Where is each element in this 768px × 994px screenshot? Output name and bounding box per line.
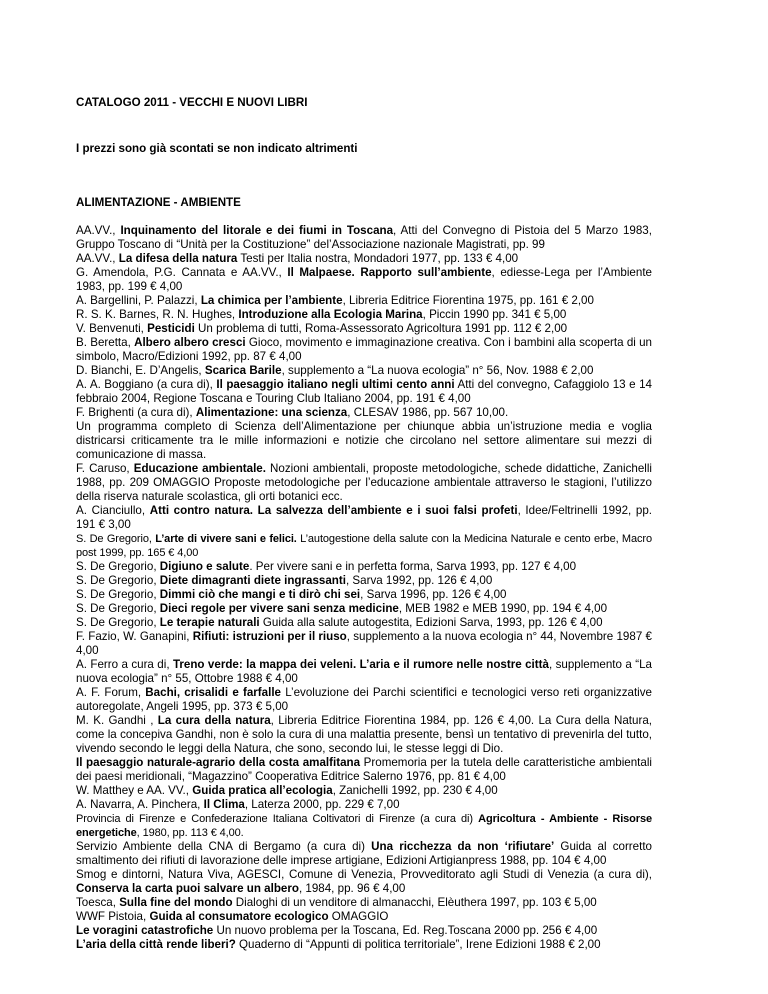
catalog-entry [76,336,652,364]
entry-text: Gioco, movimento e immaginazione creativa. Con i bambini alla scoperta di un simbolo, Macro/Edizioni 1992, pp. 87 € 4,00 [76,336,653,363]
entry-text: A. Ferro a cura di, [76,658,173,671]
entry-text: AA.VV., [76,224,121,237]
entry-text: S. De Gregorio, [76,533,156,545]
catalog-entry [76,322,652,336]
catalog-entry [76,868,652,896]
entry-title: Guida pratica all’ecologia [192,784,333,797]
catalog-entry [76,630,652,658]
entry-text: S. De Gregorio, [76,616,160,629]
entry-text: , Piccin 1990 pp. 341 € 5,00 [422,308,567,321]
catalog-entry [76,938,652,952]
catalog-entry [76,406,652,420]
entry-text: , supplemento a “La nuova ecologia” n° 55, Ottobre 1988 € 4,00 [76,658,652,685]
catalog-entry [76,602,652,616]
entry-title: Guida al consumatore ecologico [149,910,329,923]
catalog-entry [76,504,652,532]
catalog-entry [76,910,652,924]
entry-title: Una ricchezza da non ‘rifiutare’ [371,840,555,853]
entry-text: S. De Gregorio, [76,602,160,615]
entry-text: , CLESAV 1986, pp. 567 10,00. [347,406,509,419]
catalog-page [76,96,652,952]
catalog-entry [76,532,652,560]
catalog-entry [76,798,652,812]
catalog-entry [76,224,652,252]
catalog-entry [76,756,652,784]
catalog-entry [76,462,652,504]
entry-title: Agricoltura - Ambiente - Risorse energetiche [76,813,652,839]
entry-title: La chimica per l’ambiente [200,294,343,307]
catalog-entry [76,658,652,686]
entry-list [76,224,652,952]
entry-text: Nozioni ambientali, proposte metodologiche, schede didattiche, Zanichelli 1988, pp. 209 OMAGGIO Proposte metodologiche per l’educazione ambientale attraverso le stagioni, l’utilizzo della riserva naturale scolastica, gli orti botanici ecc. [76,462,652,503]
section-heading: ALIMENTAZIONE - AMBIENTE [76,196,241,209]
catalog-entry [76,560,652,574]
catalog-entry [76,714,652,756]
catalog-entry [76,378,652,406]
entry-text: Un problema di tutti, Roma-Assessorato Agricoltura 1991 pp. 112 € 2,00 [194,322,568,335]
entry-text: Smog e dintorni, Natura Viva, AGESCI, Comune di Venezia, Provveditorato agli Studi di Venezia (a cura di), [76,868,652,881]
entry-text: Un programma completo di Scienza dell’Alimentazione per chiunque abbia un’istruzione media e voglia districarsi criticamente tra le mille informazioni e notizie che circolano nel settore alimentare sui mezzi di comunicazione di massa. [76,420,652,461]
entry-title: Conserva la carta puoi salvare un albero [76,882,299,895]
entry-text: W. Matthey e AA. VV., [76,784,193,797]
entry-text: G. Amendola, P.G. Cannata e AA.VV., [76,266,288,279]
entry-text: , Libreria Editrice Fiorentina 1984, pp. 126 € 4,00. La Cura della Natura, come la concepiva Gandhi, non è solo la cura di una malattia presente, bensì un tentativo di prevenirla del tutto, vivendo secondo le leggi della Natura, che sono, secondo lui, le stesse leggi di Dio. [76,714,652,755]
entry-title: Il Clima [203,798,245,811]
entry-title: Treno verde: la mappa dei veleni. L’aria e il rumore nelle nostre città [172,658,549,671]
entry-title: Scarica Barile [204,364,282,377]
entry-text: Quaderno di “Appunti di politica territoriale”, Irene Edizioni 1988 € 2,00 [235,938,601,951]
entry-title: Le terapie naturali [159,616,260,629]
entry-title: Introduzione alla Ecologia Marina [238,308,423,321]
catalog-entry [76,308,652,322]
entry-text: , supplemento a “La nuova ecologia” n° 56, Nov. 1988 € 2,00 [281,364,594,377]
entry-text: F. Brighenti (a cura di), [76,406,196,419]
entry-text: A. A. Boggiano (a cura di), [76,378,217,391]
entry-text: , Sarva 1996, pp. 126 € 4,00 [360,588,507,601]
entry-title: Il paesaggio italiano negli ultimi cento anni [216,378,455,391]
entry-title: Albero albero cresci [134,336,246,349]
catalog-entry [76,252,652,266]
entry-text: , ediesse-Lega per l’Ambiente 1983, pp. 199 € 4,00 [76,266,652,293]
entry-text: V. Benvenuti, [76,322,148,335]
entry-title: Rifiuti: istruzioni per il riuso [192,630,347,643]
entry-text: . Per vivere sani e in perfetta forma, Sarva 1993, pp. 127 € 4,00 [249,560,577,573]
entry-text: , Atti del Convegno di Pistoia del 5 Marzo 1983, Gruppo Toscano di “Unità per la Costituzione” del’Associazione nazionale Magistrati, pp. 99 [76,224,652,251]
catalog-entry [76,588,652,602]
catalog-entry [76,420,652,462]
entry-text: D. Bianchi, E. D’Angelis, [76,364,205,377]
entry-title: Il Malpaese. Rapporto sull’ambiente [287,266,492,279]
entry-title: Sulla fine del mondo [119,896,233,909]
entry-text: L’autogestione della salute con la Medicina Naturale e cento erbe, Macro post 1999, pp. 165 € 4,00 [76,533,652,559]
entry-text: R. S. K. Barnes, R. N. Hughes, [76,308,239,321]
catalog-entry [76,574,652,588]
entry-text: F. Caruso, [76,462,134,475]
entry-text: , Idee/Feltrinelli 1992, pp. 191 € 3,00 [76,504,652,531]
entry-text: Guida al corretto smaltimento dei rifiuti di lavorazione delle imprese artigiane, Edizioni Artigianpress 1988, pp. 104 € 4,00 [76,840,653,867]
entry-text: Un nuovo problema per la Toscana, Ed. Reg.Toscana 2000 pp. 256 € 4,00 [213,924,598,937]
entry-text: , Zanichelli 1992, pp. 230 € 4,00 [332,784,498,797]
entry-title: L’aria della città rende liberi? [76,938,236,951]
entry-title: L’arte di vivere sani e felici. [155,533,297,545]
entry-text: M. K. Gandhi , [76,714,158,727]
entry-title: Alimentazione: una scienza [195,406,348,419]
entry-text: , MEB 1982 e MEB 1990, pp. 194 € 4,00 [398,602,608,615]
catalog-entry [76,784,652,798]
catalog-entry [76,294,652,308]
catalog-entry [76,364,652,378]
entry-title: Inquinamento del litorale e dei fiumi in Toscana [120,224,394,237]
entry-title: Pesticidi [147,322,195,335]
entry-text: Testi per Italia nostra, Mondadori 1977, pp. 133 € 4,00 [237,252,519,265]
entry-title: Atti contro natura. La salvezza dell’ambiente e i suoi falsi profeti [149,504,518,517]
entry-title: Le voragini catastrofiche [76,924,214,937]
catalog-entry [76,266,652,294]
entry-text: , Libreria Editrice Fiorentina 1975, pp. 161 € 2,00 [342,294,594,307]
entry-text: Toesca, [76,896,120,909]
entry-title: Educazione ambientale. [133,462,266,475]
entry-text: Provincia di Firenze e Confederazione Italiana Coltivatori di Firenze (a cura di) [76,813,479,825]
entry-text: S. De Gregorio, [76,588,160,601]
price-note: I prezzi sono già scontati se non indicato altrimenti [76,142,358,155]
entry-title: La difesa della natura [118,252,238,265]
entry-text: , supplemento a la nuova ecologia n° 44, Novembre 1987 € 4,00 [76,630,652,657]
entry-text: A. Navarra, A. Pinchera, [76,798,204,811]
entry-title: Dieci regole per vivere sani senza medicine [159,602,399,615]
entry-text: B. Beretta, [76,336,135,349]
entry-text: Promemoria per la tutela delle caratteristiche ambientali dei paesi meridionali, “Magazzino” Cooperativa Editrice Salerno 1976, pp. 81 € 4,00 [76,756,652,783]
catalog-entry [76,924,652,938]
entry-text: S. De Gregorio, [76,560,160,573]
entry-text: Atti del convegno, Cafaggiolo 13 e 14 febbraio 2004, Regione Toscana e Touring Club Italiano 2004, pp. 191 € 4,00 [76,378,652,405]
entry-text: , 1984, pp. 96 € 4,00 [298,882,406,895]
entry-text: S. De Gregorio, [76,574,160,587]
catalog-entry [76,896,652,910]
entry-title: Dimmi ciò che mangi e ti dirò chi sei [159,588,361,601]
entry-title: Diete dimagranti diete ingrassanti [159,574,346,587]
entry-text: A. F. Forum, [76,686,146,699]
entry-text: WWF Pistoia, [76,910,150,923]
entry-text: A. Bargellini, P. Palazzi, [76,294,201,307]
entry-title: Il paesaggio naturale-agrario della costa amalfitana [76,756,361,769]
entry-text: OMAGGIO [328,910,389,923]
entry-text: AA.VV., [76,252,119,265]
catalog-entry [76,686,652,714]
catalog-title: CATALOGO 2011 - VECCHI E NUOVI LIBRI [76,96,308,109]
entry-text: , Sarva 1992, pp. 126 € 4,00 [345,574,493,587]
entry-text: Servizio Ambiente della CNA di Bergamo (a cura di) [76,840,372,853]
entry-text: A. Cianciullo, [76,504,150,517]
entry-text: Guida alla salute autogestita, Edizioni Sarva, 1993, pp. 126 € 4,00 [259,616,603,629]
entry-text: Dialoghi di un venditore di almanacchi, Elèuthera 1997, pp. 103 € 5,00 [232,896,597,909]
entry-text: , 1980, pp. 113 € 4,00. [136,827,244,839]
catalog-entry [76,812,652,840]
catalog-entry [76,616,652,630]
entry-text: , Laterza 2000, pp. 229 € 7,00 [244,798,400,811]
entry-title: La cura della natura [157,714,271,727]
entry-text: F. Fazio, W. Ganapini, [76,630,193,643]
entry-title: Digiuno e salute [159,560,250,573]
catalog-entry [76,840,652,868]
entry-text: L’evoluzione dei Parchi scientifici e tecnologici verso reti organizzative autoregolate, Angeli 1995, pp. 373 € 5,00 [76,686,652,713]
entry-title: Bachi, crisalidi e farfalle [145,686,281,699]
